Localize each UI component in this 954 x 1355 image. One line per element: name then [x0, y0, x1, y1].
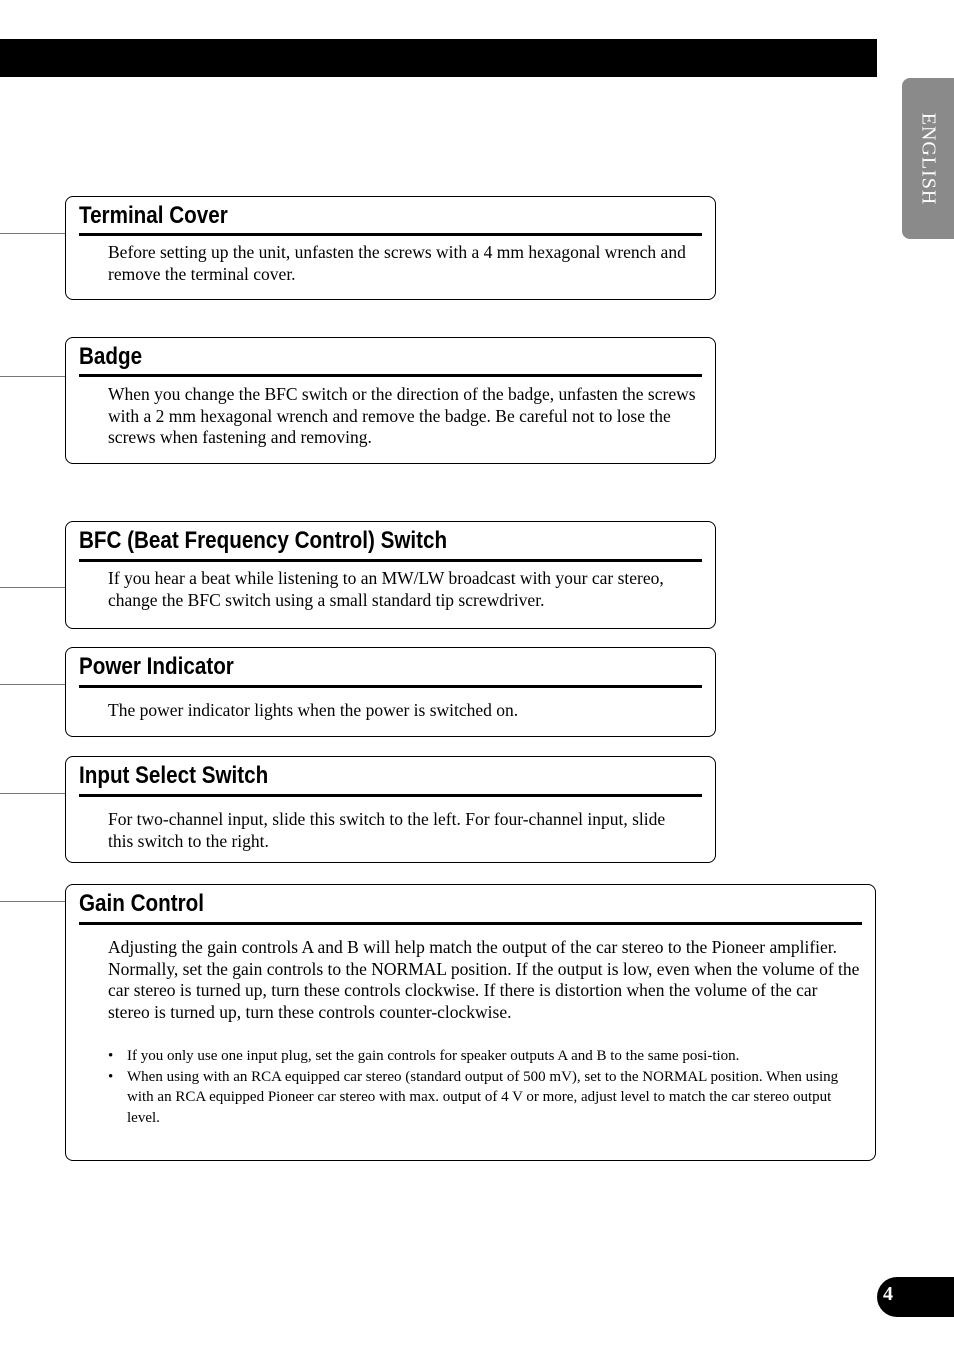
gain-control-note-text: If you only use one input plug, set the gain controls for speaker outputs A and B to the same posi-tion. [127, 1048, 740, 1064]
badge-section [65, 337, 716, 464]
terminal-cover-heading: Terminal Cover [79, 202, 228, 229]
input-select-text: For two-channel input, slide this switch to the left. For four-channel input, slide this switch to the right. [108, 809, 666, 851]
gain-control-rule [79, 922, 862, 925]
terminal-cover-rule [79, 233, 702, 236]
leader-line-power-indicator [0, 684, 65, 685]
leader-line-terminal-cover [0, 233, 65, 234]
bfc-switch-section [65, 521, 716, 629]
badge-text: When you change the BFC switch or the direction of the badge, unfasten the screws with a 2 mm hexagonal wrench and remove the badge. Be careful not to lose the screws when fastening and removing. [108, 384, 696, 447]
input-select-section [65, 756, 716, 863]
power-indicator-rule [79, 685, 702, 688]
gain-control-notes [108, 1046, 848, 1128]
page-number: 4 [883, 1283, 893, 1305]
bfc-switch-heading: BFC (Beat Frequency Control) Switch [79, 527, 448, 554]
page-number-tab [877, 1277, 954, 1317]
gain-control-note [108, 1067, 848, 1129]
bfc-switch-rule [79, 559, 702, 562]
badge-heading: Badge [79, 343, 143, 370]
terminal-cover-section [65, 196, 716, 300]
gain-control-text: Adjusting the gain controls A and B will help match the output of the car stereo to the Pioneer amplifier. Normally, set the gain controls to the NORMAL position. If the output is low, even when the volume of the car stereo is turned up, turn these controls clockwise. If there is distortion when the volume of the car stereo is turned up, turn these controls counter-clockwise. [108, 937, 860, 1022]
bullet-icon: • [108, 1048, 114, 1064]
leader-line-bfc [0, 587, 65, 588]
badge-rule [79, 374, 702, 377]
language-tab [902, 78, 954, 239]
power-indicator-text: The power indicator lights when the power is switched on. [108, 700, 519, 720]
gain-control-note-text: When using with an RCA equipped car stereo (standard output of 500 mV), set to the NORMAL position. When using with an RCA equipped Pioneer car stereo with max. output of 4 V or more, adjust level to match the car stereo output level. [127, 1068, 839, 1126]
leader-line-gain-control [0, 901, 65, 902]
bullet-icon: • [108, 1068, 114, 1085]
leader-line-input-select [0, 793, 65, 794]
input-select-rule [79, 794, 702, 797]
gain-control-section [65, 884, 876, 1161]
header-bar [0, 39, 877, 77]
leader-line-badge [0, 376, 65, 377]
power-indicator-heading: Power Indicator [79, 653, 234, 680]
language-tab-label: ENGLISH [917, 112, 940, 205]
gain-control-note [108, 1046, 848, 1067]
gain-control-heading: Gain Control [79, 890, 204, 917]
power-indicator-section [65, 647, 716, 737]
input-select-heading: Input Select Switch [79, 762, 269, 789]
terminal-cover-text: Before setting up the unit, unfasten the screws with a 4 mm hexagonal wrench and remove the terminal cover. [108, 242, 686, 284]
bfc-switch-text: If you hear a beat while listening to an MW/LW broadcast with your car stereo, change the BFC switch using a small standard tip screwdriver. [108, 568, 664, 610]
